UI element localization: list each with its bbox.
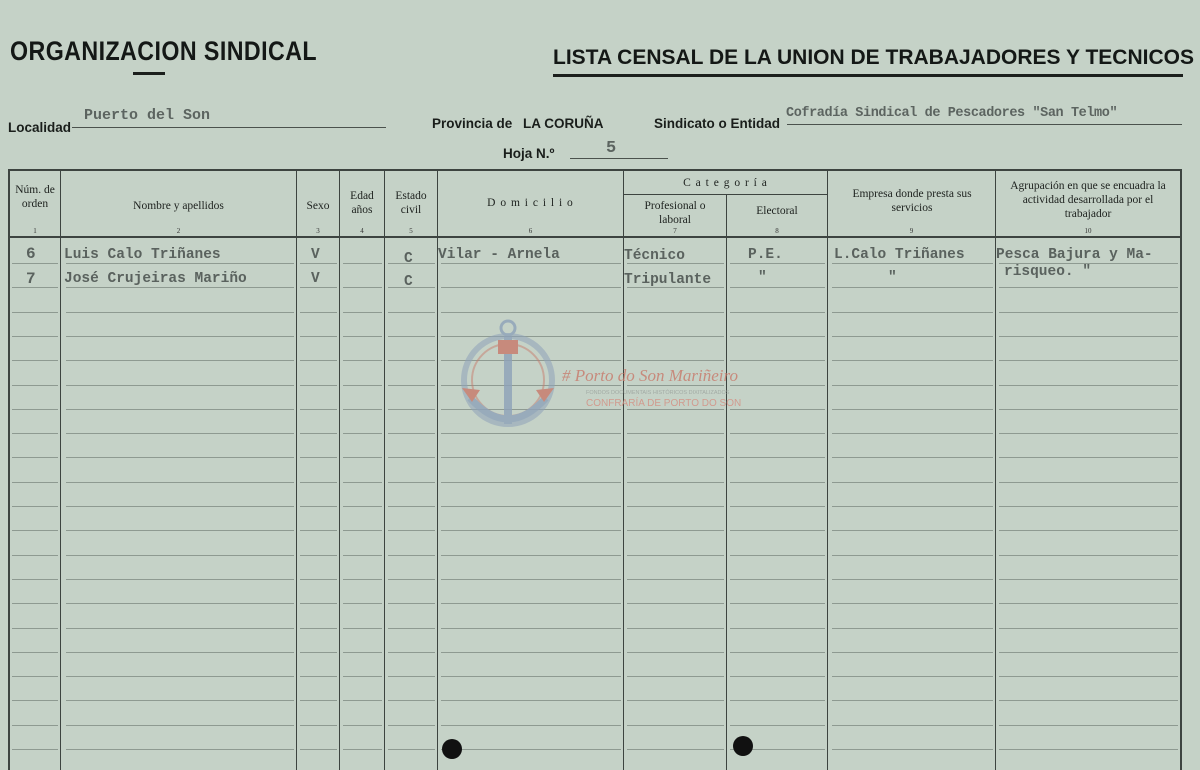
ruled-line: [730, 652, 825, 653]
ruled-line: [12, 555, 58, 556]
ruled-line: [300, 263, 337, 264]
ruled-line: [12, 336, 58, 337]
ruled-line: [12, 360, 58, 361]
ruled-line: [627, 312, 724, 313]
ruled-line: [66, 652, 294, 653]
ruled-line: [388, 457, 435, 458]
ruled-line: [627, 652, 724, 653]
localidad-line: [72, 127, 386, 128]
row-empresa: L.Calo Triñanes: [834, 247, 965, 263]
watermark-subtitle: FONDOS DOCUMENTAIS HISTÓRICOS DIXITALIZADOS: [586, 390, 730, 396]
ruled-line: [999, 409, 1178, 410]
ruled-line: [441, 676, 621, 677]
ruled-line: [343, 530, 382, 531]
categoria-divider: [623, 194, 827, 195]
ruled-line: [300, 530, 337, 531]
ruled-line: [999, 628, 1178, 629]
ruled-line: [388, 506, 435, 507]
ruled-line: [730, 530, 825, 531]
ruled-line: [12, 482, 58, 483]
ruled-line: [300, 336, 337, 337]
row-number: 7: [26, 270, 36, 288]
ruled-line: [343, 385, 382, 386]
hoja-value: 5: [606, 139, 617, 158]
ruled-line: [832, 287, 993, 288]
header-estado-civil: Estado civil: [395, 190, 427, 216]
watermark-title: # Porto do Son Mariñeiro: [562, 366, 738, 385]
ruled-line: [343, 700, 382, 701]
ruled-line: [999, 676, 1178, 677]
provincia-value: LA CORUÑA: [523, 116, 604, 131]
ruled-line: [999, 312, 1178, 313]
ruled-line: [832, 725, 993, 726]
ruled-line: [441, 506, 621, 507]
hoja-label: Hoja N.º: [503, 146, 555, 161]
ruled-line: [300, 409, 337, 410]
ruled-line: [388, 360, 435, 361]
ruled-line: [300, 312, 337, 313]
ruled-line: [832, 506, 993, 507]
col-num: 9: [909, 227, 914, 235]
row-name: Luis Calo Triñanes: [64, 247, 221, 263]
ruled-line: [441, 555, 621, 556]
col-num: 5: [409, 227, 413, 235]
ruled-line: [441, 312, 621, 313]
ruled-line: [388, 555, 435, 556]
row-profesional: Técnico: [624, 248, 685, 264]
ruled-line: [999, 336, 1178, 337]
row-sexo: V: [311, 271, 320, 287]
list-title-underline: [553, 74, 1183, 77]
ruled-line: [627, 603, 724, 604]
ruled-line: [12, 603, 58, 604]
ruled-line: [999, 652, 1178, 653]
ruled-line: [66, 506, 294, 507]
ruled-line: [300, 360, 337, 361]
col-divider: [60, 169, 61, 770]
ruled-line: [300, 433, 337, 434]
ruled-line: [343, 409, 382, 410]
sindicato-line: [787, 124, 1182, 125]
col-num: 8: [775, 227, 779, 235]
ruled-line: [730, 555, 825, 556]
ruled-line: [388, 530, 435, 531]
ruled-line: [343, 336, 382, 337]
row-agrupacion-cont: risqueo. ": [1004, 264, 1092, 280]
ruled-line: [832, 652, 993, 653]
ruled-line: [388, 579, 435, 580]
ruled-line: [999, 579, 1178, 580]
watermark: [458, 318, 758, 458]
ruled-line: [388, 482, 435, 483]
ruled-line: [12, 385, 58, 386]
ruled-line: [832, 482, 993, 483]
ruled-line: [66, 749, 294, 750]
ruled-line: [730, 725, 825, 726]
ruled-line: [300, 457, 337, 458]
ruled-line: [627, 530, 724, 531]
sindicato-label: Sindicato o Entidad: [654, 116, 781, 131]
table-top-border: [8, 169, 1182, 171]
ruled-line: [627, 482, 724, 483]
ruled-line: [441, 652, 621, 653]
col-num: 3: [316, 227, 320, 235]
ruled-line: [627, 555, 724, 556]
ruled-line: [999, 506, 1178, 507]
ruled-line: [300, 603, 337, 604]
ruled-line: [12, 312, 58, 313]
ruled-line: [66, 530, 294, 531]
header-sexo: Sexo: [306, 200, 330, 212]
ruled-line: [343, 287, 382, 288]
ruled-line: [66, 312, 294, 313]
localidad-label: Localidad: [8, 120, 72, 135]
punch-hole: [442, 739, 462, 759]
ruled-line: [730, 287, 825, 288]
localidad-value: Puerto del Son: [84, 107, 211, 124]
ruled-line: [343, 725, 382, 726]
col-num: 10: [1084, 227, 1092, 235]
ruled-line: [730, 676, 825, 677]
ruled-line: [66, 385, 294, 386]
ruled-line: [12, 530, 58, 531]
ruled-line: [12, 749, 58, 750]
header-categoria: C a t e g o r í a: [683, 177, 768, 189]
ruled-line: [832, 749, 993, 750]
row-estado-civil: C: [404, 274, 413, 290]
ruled-line: [300, 725, 337, 726]
ruled-line: [999, 433, 1178, 434]
col-num: 2: [176, 227, 181, 235]
ruled-line: [388, 433, 435, 434]
ruled-line: [832, 433, 993, 434]
ruled-line: [999, 287, 1178, 288]
ruled-line: [343, 652, 382, 653]
ruled-line: [66, 433, 294, 434]
header-num-orden: Núm. de orden: [15, 184, 55, 210]
ruled-line: [388, 749, 435, 750]
col-divider: [827, 169, 828, 770]
ruled-line: [300, 676, 337, 677]
census-table: [8, 169, 1182, 770]
header-agrupacion: Agrupación en que se encuadra la actividad desarrollada por el trabajador: [1010, 180, 1166, 220]
ruled-line: [388, 652, 435, 653]
ruled-line: [12, 506, 58, 507]
ruled-line: [832, 312, 993, 313]
ruled-line: [343, 555, 382, 556]
row-electoral: ": [758, 270, 767, 286]
ruled-line: [627, 700, 724, 701]
provincia-label: Provincia de: [432, 116, 513, 131]
ruled-line: [12, 433, 58, 434]
table-left-border: [8, 169, 10, 770]
ruled-line: [388, 409, 435, 410]
row-number: 6: [26, 245, 36, 263]
ruled-line: [627, 628, 724, 629]
watermark-org: CONFRARÍA DE PORTO DO SON: [586, 398, 742, 409]
anchor-seal-icon: [458, 318, 558, 458]
ruled-line: [66, 287, 294, 288]
ruled-line: [12, 676, 58, 677]
ruled-line: [12, 263, 58, 264]
ruled-line: [730, 603, 825, 604]
ruled-line: [300, 555, 337, 556]
hoja-line: [570, 158, 668, 159]
ruled-line: [388, 336, 435, 337]
ruled-line: [66, 360, 294, 361]
ruled-line: [730, 700, 825, 701]
ruled-line: [343, 628, 382, 629]
ruled-line: [441, 263, 621, 264]
ruled-line: [66, 700, 294, 701]
ruled-line: [300, 628, 337, 629]
ruled-line: [627, 676, 724, 677]
ruled-line: [627, 749, 724, 750]
ruled-line: [999, 555, 1178, 556]
ruled-line: [388, 603, 435, 604]
header-nombre: Nombre y apellidos: [133, 200, 224, 212]
ruled-line: [300, 700, 337, 701]
row-profesional: Tripulante: [624, 272, 712, 288]
ruled-line: [12, 457, 58, 458]
ruled-line: [832, 263, 993, 264]
ruled-line: [66, 409, 294, 410]
ruled-line: [441, 579, 621, 580]
col-num: 6: [528, 227, 533, 235]
organization-title: ORGANIZACION SINDICAL: [10, 36, 318, 66]
ruled-line: [66, 336, 294, 337]
row-electoral: P.E.: [748, 247, 783, 263]
ruled-line: [832, 579, 993, 580]
punch-hole: [733, 736, 753, 756]
header-bottom-border: [8, 236, 1182, 238]
ruled-line: [300, 287, 337, 288]
list-title: LISTA CENSAL DE LA UNION DE TRABAJADORES Y TECNICOS: [553, 46, 1194, 69]
ruled-line: [441, 530, 621, 531]
ruled-line: [832, 700, 993, 701]
ruled-line: [730, 579, 825, 580]
ruled-line: [441, 725, 621, 726]
ruled-line: [832, 603, 993, 604]
ruled-line: [66, 579, 294, 580]
ruled-line: [999, 360, 1178, 361]
row-name: José Crujeiras Mariño: [64, 271, 247, 287]
ruled-line: [999, 530, 1178, 531]
ruled-line: [66, 555, 294, 556]
ruled-line: [999, 725, 1178, 726]
ruled-line: [12, 628, 58, 629]
ruled-line: [832, 457, 993, 458]
ruled-line: [832, 385, 993, 386]
row-agrupacion: Pesca Bajura y Ma-: [996, 247, 1153, 263]
ruled-line: [343, 457, 382, 458]
ruled-line: [999, 385, 1178, 386]
ruled-line: [343, 506, 382, 507]
ruled-line: [66, 482, 294, 483]
ruled-line: [999, 457, 1178, 458]
col-divider: [384, 169, 385, 770]
title-underline: [133, 72, 165, 75]
row-estado-civil: C: [404, 251, 413, 267]
ruled-line: [832, 530, 993, 531]
ruled-line: [441, 628, 621, 629]
ruled-line: [343, 433, 382, 434]
ruled-line: [388, 725, 435, 726]
ruled-line: [627, 506, 724, 507]
ruled-line: [832, 555, 993, 556]
ruled-line: [343, 482, 382, 483]
header-empresa: Empresa donde presta sus servicios: [852, 188, 972, 214]
ruled-line: [300, 506, 337, 507]
ruled-line: [66, 457, 294, 458]
header-electoral: Electoral: [756, 205, 798, 217]
ruled-line: [832, 336, 993, 337]
ruled-line: [730, 312, 825, 313]
col-divider: [339, 169, 340, 770]
ruled-line: [388, 676, 435, 677]
ruled-line: [300, 652, 337, 653]
ruled-line: [832, 676, 993, 677]
ruled-line: [66, 263, 294, 264]
row-sexo: V: [311, 247, 320, 263]
ruled-line: [343, 360, 382, 361]
ruled-line: [300, 385, 337, 386]
ruled-line: [832, 360, 993, 361]
header-domicilio: D o m i c i l i o: [487, 197, 574, 209]
ruled-line: [388, 628, 435, 629]
col-num: 7: [673, 227, 677, 235]
ruled-line: [343, 603, 382, 604]
ruled-line: [300, 749, 337, 750]
ruled-line: [66, 628, 294, 629]
table-right-border: [1180, 169, 1182, 770]
header-profesional: Profesional o laboral: [644, 200, 706, 226]
ruled-line: [627, 579, 724, 580]
ruled-line: [441, 603, 621, 604]
header-edad: Edad años: [350, 190, 374, 216]
row-domicilio: Vilar - Arnela: [438, 247, 560, 263]
ruled-line: [730, 482, 825, 483]
ruled-line: [388, 385, 435, 386]
ruled-line: [66, 603, 294, 604]
ruled-line: [388, 312, 435, 313]
ruled-line: [999, 603, 1178, 604]
ruled-line: [66, 725, 294, 726]
ruled-line: [627, 725, 724, 726]
ruled-line: [441, 287, 621, 288]
ruled-line: [832, 409, 993, 410]
ruled-line: [999, 700, 1178, 701]
ruled-line: [66, 676, 294, 677]
ruled-line: [730, 263, 825, 264]
ruled-line: [999, 749, 1178, 750]
ruled-line: [343, 312, 382, 313]
ruled-line: [12, 700, 58, 701]
ruled-line: [441, 700, 621, 701]
ruled-line: [300, 482, 337, 483]
ruled-line: [12, 579, 58, 580]
ruled-line: [999, 482, 1178, 483]
col-num: 4: [360, 227, 364, 235]
ruled-line: [343, 676, 382, 677]
ruled-line: [343, 263, 382, 264]
row-empresa: ": [888, 270, 897, 286]
ruled-line: [832, 628, 993, 629]
sindicato-value: Cofradía Sindical de Pescadores "San Telmo": [786, 106, 1118, 121]
ruled-line: [730, 628, 825, 629]
col-divider: [296, 169, 297, 770]
col-num: 1: [33, 227, 37, 235]
ruled-line: [300, 579, 337, 580]
ruled-line: [12, 725, 58, 726]
ruled-line: [343, 579, 382, 580]
ruled-line: [441, 749, 621, 750]
ruled-line: [12, 409, 58, 410]
ruled-line: [441, 482, 621, 483]
ruled-line: [730, 506, 825, 507]
col-divider: [726, 195, 727, 770]
ruled-line: [388, 700, 435, 701]
ruled-line: [343, 749, 382, 750]
ruled-line: [12, 652, 58, 653]
